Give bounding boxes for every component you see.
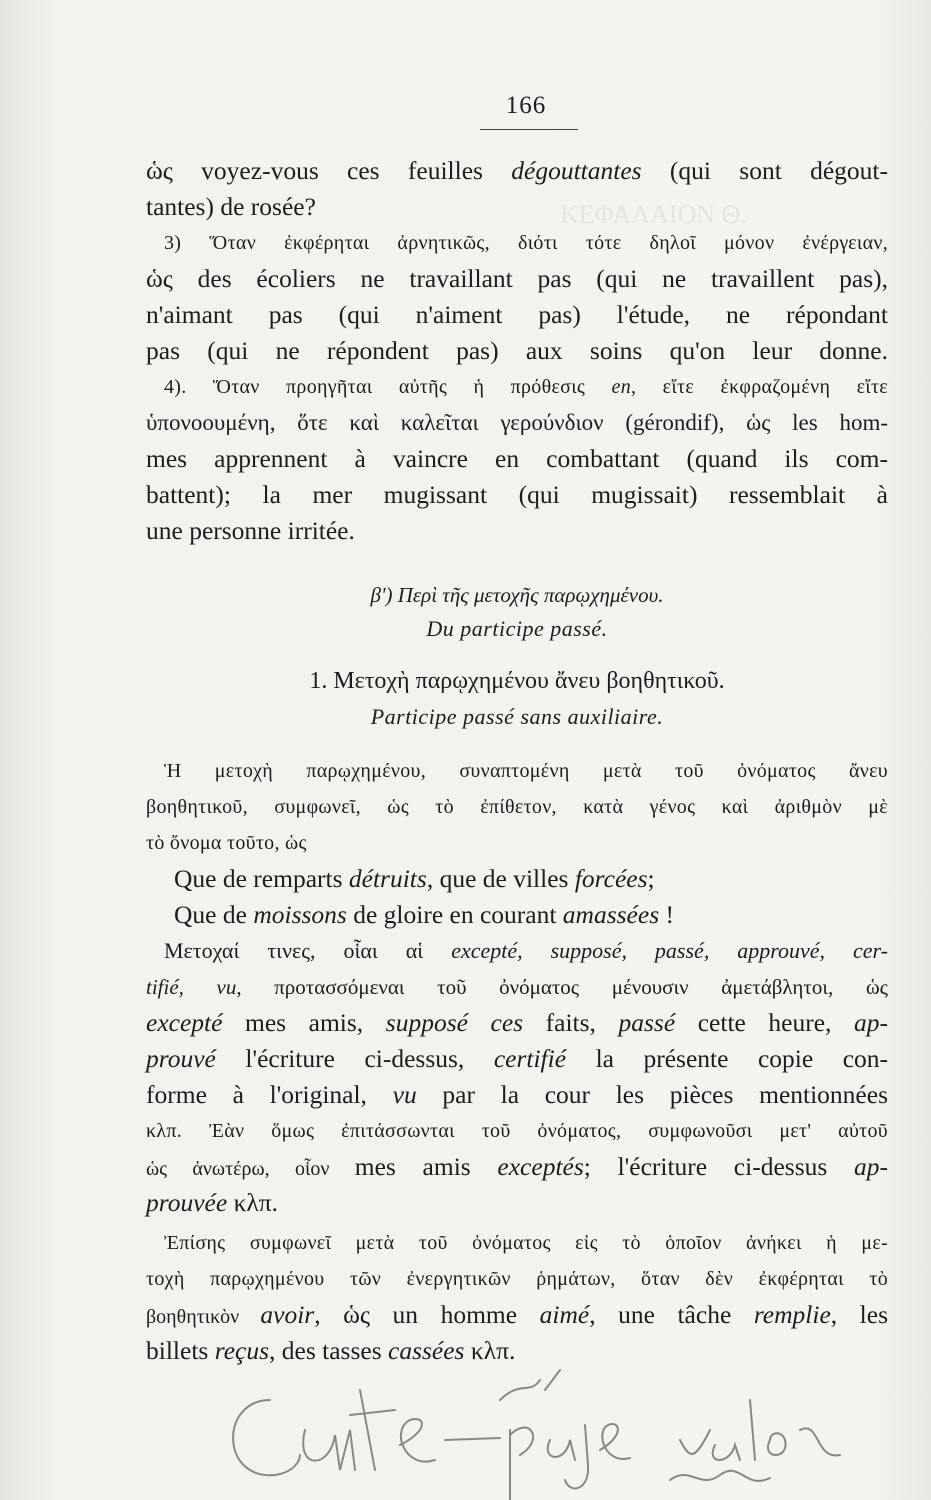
body-line-e2: τοχὴ παρῳχημένου τῶν ἐνεργητικῶν ῥημάτων, ὅταν δὲν ἐκφέρηται τὸ bbox=[146, 1268, 888, 1290]
body-line-g1: Ἡ μετοχὴ παρῳχημένου, συναπτομένη μετὰ τοῦ ὀνόματος ἄνευ bbox=[164, 760, 888, 782]
subsection-heading-french: Participe passé sans auxiliaire. bbox=[370, 704, 664, 729]
quote-line-2: Que de moissons de gloire en courant amassées ! bbox=[174, 900, 674, 929]
quote-line-1: Que de remparts détruits, que de villes forcées; bbox=[174, 864, 655, 893]
page-number-rule bbox=[480, 129, 578, 130]
body-line-g3: τὸ ὄνομα τοῦτο, ὡς bbox=[146, 832, 307, 854]
subsection-heading-greek: 1. Μετοχὴ παρῳχημένου ἄνευ βοηθητικοῦ. bbox=[309, 668, 725, 694]
body-line-m4: prouvé l'écriture ci-dessus, certifié la présente copie con- bbox=[146, 1044, 888, 1073]
body-line-e4: billets reçus, des tasses cassées κλπ. bbox=[146, 1336, 516, 1365]
section-heading-greek: β') Περὶ τῆς μετοχῆς παρῳχημένου. bbox=[370, 583, 664, 607]
show-through-text: ΚΕΦΑΛΑΙΟΝ Θ. bbox=[560, 200, 747, 229]
text-line-7: 4). Ὅταν προηγῆται αὐτῆς ἡ πρόθεσις en, εἴτε ἐκφραζομένη εἴτε bbox=[164, 376, 888, 398]
text-line-9: mes apprennent à vaincre en combattant (quand ils com- bbox=[146, 444, 888, 473]
body-line-m1: Μετοχαί τινες, οἷαι αἱ excepté, supposé, passé, approuvé, cer- bbox=[164, 938, 888, 963]
text-line-6: pas (qui ne répondent pas) aux soins qu'on leur donne. bbox=[146, 336, 888, 365]
body-line-m3: excepté mes amis, supposé ces faits, passé cette heure, ap- bbox=[146, 1008, 888, 1037]
page-number: 166 bbox=[505, 92, 547, 119]
body-line-m6: κλπ. Ἐὰν ὅμως ἐπιτάσσωνται τοῦ ὀνόματος, συμφωνοῦσι μετ' αὐτοῦ bbox=[146, 1120, 888, 1142]
text-line-3: 3) Ὅταν ἐκφέρηται ἀρνητικῶς, διότι τότε δηλοῖ μόνον ἐνέργειαν, bbox=[164, 232, 888, 254]
body-line-m7: ὡς ἀνωτέρω, οἷον mes amis exceptés; l'écriture ci-dessus ap- bbox=[146, 1152, 888, 1181]
text-line-5: n'aimant pas (qui n'aiment pas) l'étude, ne répondant bbox=[146, 300, 888, 329]
text-line-8: ὑπονοουμένη, ὅτε καὶ καλεῖται γερούνδιον (gérondif), ὡς les hom- bbox=[146, 410, 888, 435]
text-line-1: ὡς voyez-vous ces feuilles dégouttantes (qui sont dégout- bbox=[146, 156, 888, 185]
handwritten-note-image bbox=[200, 1360, 900, 1500]
body-line-e1: Ἐπίσης συμφωνεῖ μετὰ τοῦ ὀνόματος εἰς τὸ ὁποῖον ἀνήκει ἡ με- bbox=[164, 1232, 888, 1254]
body-line-m2: tifié, vu, προτασσόμεναι τοῦ ὀνόματος μένουσιν ἀμετάβλητοι, ὡς bbox=[146, 975, 888, 999]
text-line-11: une personne irritée. bbox=[146, 516, 355, 545]
body-line-m8: prouvée κλπ. bbox=[146, 1188, 279, 1217]
body-line-g2: βοηθητικοῦ, συμφωνεῖ, ὡς τὸ ἐπίθετον, κατὰ γένος καὶ ἀριθμὸν μὲ bbox=[146, 796, 888, 818]
text-line-4: ὡς des écoliers ne travaillant pas (qui ne travaillent pas), bbox=[146, 264, 888, 293]
body-line-m5: forme à l'original, vu par la cour les pièces mentionnées bbox=[146, 1080, 888, 1109]
section-heading-french: Du participe passé. bbox=[426, 616, 608, 641]
text-line-10: battent); la mer mugissant (qui mugissait) ressemblait à bbox=[146, 480, 888, 509]
body-line-e3: βοηθητικὸν avoir, ὡς un homme aimé, une tâche remplie, les bbox=[146, 1300, 889, 1329]
text-line-2: tantes) de rosée? bbox=[146, 192, 316, 221]
